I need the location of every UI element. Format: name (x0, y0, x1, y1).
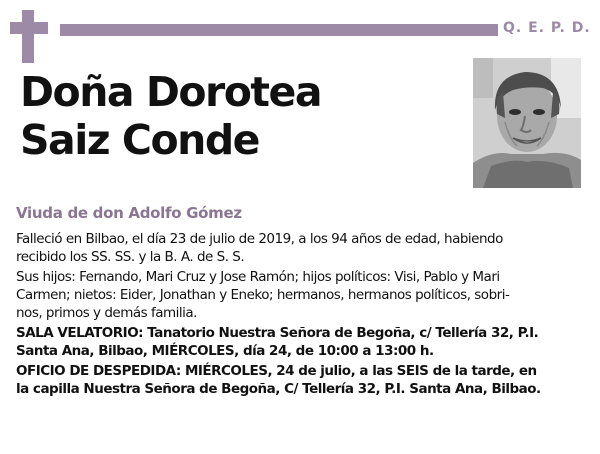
wake-paragraph (16, 324, 590, 360)
service-paragraph (16, 362, 590, 398)
death-line-2: recibido los SS. SS. y la B. A. de S. S. (16, 249, 245, 265)
family-line-2: Carmen; nietos: Eider, Jonathan y Eneko; hermanos, hermanos políticos, sobri- (16, 287, 510, 303)
deceased-name (20, 68, 321, 164)
death-paragraph (16, 230, 590, 266)
death-line-1: Falleció en Bilbao, el día 23 de julio de 2019, a los 94 años de edad, habiendo (16, 231, 503, 247)
service-line-1: OFICIO DE DESPEDIDA: MIÉRCOLES, 24 de julio, a las SEIS de la tarde, en (16, 363, 537, 379)
service-line-2: la capilla Nuestra Señora de Begoña, C/ Tellería 32, P.I. Santa Ana, Bilbao. (16, 381, 541, 397)
cross-icon-vertical (22, 10, 34, 63)
family-line-1: Sus hijos: Fernando, Mari Cruz y Jose Ramón; hijos políticos: Visi, Pablo y Mari (16, 269, 500, 285)
header-rule (60, 24, 498, 36)
wake-line-2: Santa Ana, Bilbao, MIÉRCOLES, día 24, de 10:00 a 13:00 h. (16, 343, 434, 359)
deceased-name-line1: Doña Dorotea (20, 68, 321, 116)
obituary-body (16, 230, 590, 400)
wake-line-1: SALA VELATORIO: Tanatorio Nuestra Señora de Begoña, c/ Tellería 32, P.I. (16, 325, 539, 341)
deceased-name-line2: Saiz Conde (20, 116, 259, 164)
family-paragraph (16, 268, 590, 322)
qepd-label: Q. E. P. D. (503, 20, 591, 36)
portrait-image (473, 58, 581, 188)
deceased-subtitle: Viuda de don Adolfo Gómez (16, 204, 242, 222)
family-line-3: nos, primos y demás familia. (16, 305, 197, 321)
deceased-photo (473, 58, 581, 188)
cross-icon-horizontal (10, 22, 48, 34)
